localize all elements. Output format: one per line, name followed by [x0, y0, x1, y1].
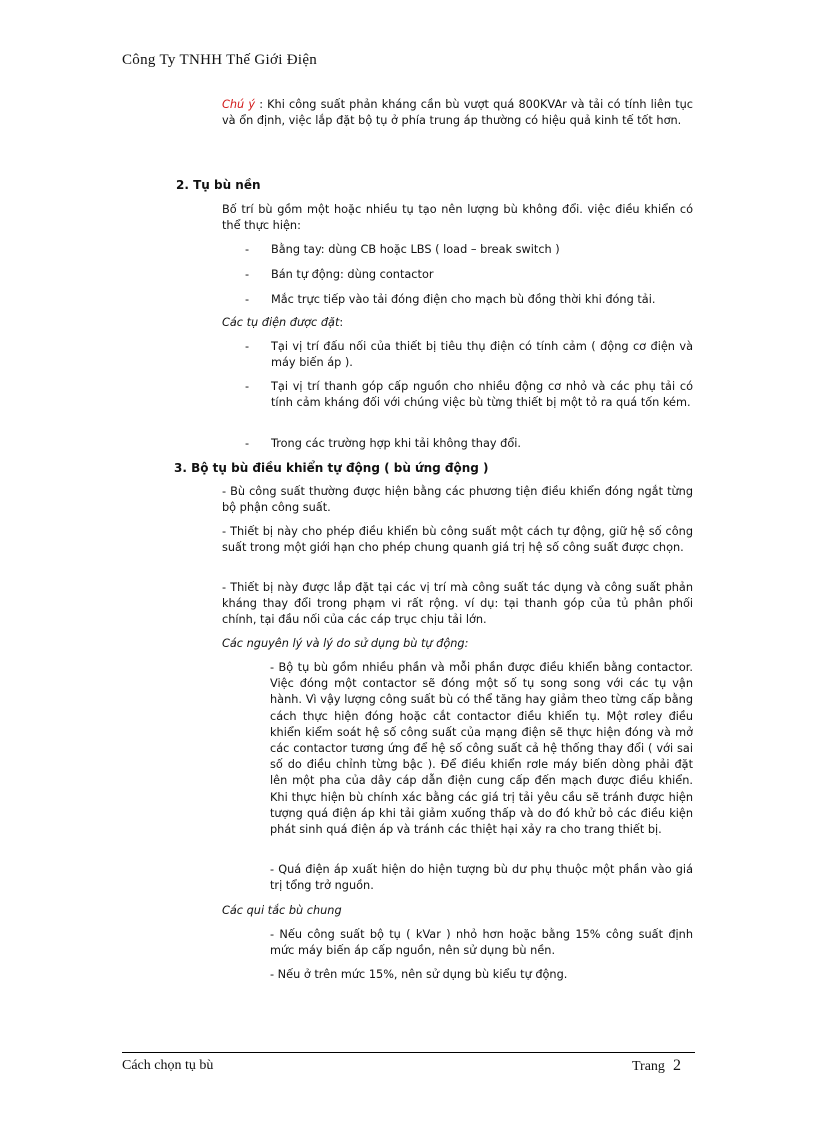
placement-colon: :	[339, 316, 344, 329]
principles-label: Các nguyên lý và lý do sử dụng bù tự động:	[222, 637, 469, 650]
rules-paragraph: - Nếu ở trên mức 15%, nên sử dụng bù kiểu tự động.	[270, 968, 568, 981]
list-item-text: Tại vị trí đấu nối của thiết bị tiêu thụ điện có tính cảm ( động cơ điện và máy biến áp ).	[271, 340, 693, 370]
list-dash: -	[245, 380, 250, 393]
list-item-text: Tại vị trí thanh góp cấp nguồn cho nhiều động cơ nhỏ và các phụ tải có tính cảm kháng đối với chúng việc bù từng thiết bị một tỏ ra quá tốn kém.	[271, 380, 693, 410]
placement-label: Các tụ điện được đặt	[222, 316, 340, 329]
placement-label-line	[222, 315, 343, 331]
principles-paragraph: - Quá điện áp xuất hiện do hiện tượng bù dư phụ thuộc một phần vào giá trị tổng trở nguồn.	[270, 863, 693, 893]
section-3-paragraph: - Bù công suất thường được hiện bằng các phương tiện điều khiển đóng ngắt từng bộ phận công suất.	[222, 485, 693, 515]
footer-page-number: 2	[672, 1057, 681, 1074]
list-dash: -	[245, 268, 250, 281]
page-header-company: Công Ty TNHH Thế Giới Điện	[122, 52, 318, 68]
footer-page	[632, 1057, 681, 1075]
list-dash: -	[245, 293, 250, 306]
note-label: Chú ý	[222, 98, 256, 111]
list-item-text: Mắc trực tiếp vào tải đóng điện cho mạch bù đồng thời khi đóng tải.	[271, 293, 656, 306]
footer-divider	[122, 1052, 695, 1053]
note-text: : Khi công suất phản kháng cần bù vượt quá 800KVAr và tải có tính liên tục và ổn định, việc lắp đặt bộ tụ ở phía trung áp thường có hiệu quả kinh tế tốt hơn.	[222, 98, 693, 128]
section-2-heading: 2. Tụ bù nền	[176, 178, 261, 192]
section-3-paragraph: - Thiết bị này cho phép điều khiển bù công suất một cách tự động, giữ hệ số công suất trong một giới hạn cho phép chung quanh giá trị hệ số công suất được chọn.	[222, 525, 693, 555]
principles-paragraph: - Bộ tụ bù gồm nhiều phần và mỗi phần được điều khiển bằng contactor. Việc đóng một contactor sẽ đóng một số tụ song song với các tụ vận hành. Vì vậy lượng công suất bù có thể tăng hay giảm theo từng cấp bằng cách thực hiện đóng hoặc cắt contactor điều khiển tụ. Một rơley điều khiển kiểm soát hệ số công suất của mạng điện sẽ thực hiện đóng và mở các contactor tương ứng để hệ số công suất cả hệ thống thay đổi ( với sai số do điều chỉnh từng bậc ). Để điều khiển rơle máy biến dòng phải đặt lên một pha của dây cáp dẫn điện cung cấp đến mạch được điều khiển. Khi thực hiện bù chính xác bằng các giá trị tải yêu cầu sẽ tránh được hiện tượng quá điện áp khi tải giảm xuống thấp và do đó khử bỏ các điều kiện phát sinh quá điện áp và tránh các thiệt hại xảy ra cho trang thiết bị.	[270, 661, 693, 837]
note-paragraph	[222, 97, 693, 129]
list-dash: -	[245, 340, 250, 353]
list-item-text: Bán tự động: dùng contactor	[271, 268, 434, 281]
rules-paragraph: - Nếu công suất bộ tụ ( kVar ) nhỏ hơn hoặc bằng 15% công suất định mức máy biến áp cấp nguồn, nên sử dụng bù nền.	[270, 928, 693, 958]
rules-label: Các qui tắc bù chung	[222, 904, 342, 917]
footer-page-label: Trang	[632, 1059, 665, 1074]
list-item-text: Trong các trường hợp khi tải không thay đổi.	[271, 437, 521, 450]
list-item-text: Bằng tay: dùng CB hoặc LBS ( load – break switch )	[271, 243, 560, 256]
list-dash: -	[245, 243, 250, 256]
section-3-heading: 3. Bộ tụ bù điều khiển tự động ( bù ứng động )	[174, 461, 489, 475]
section-3-paragraph: - Thiết bị này được lắp đặt tại các vị trí mà công suất tác dụng và công suất phản kháng thay đổi trong phạm vi rất rộng. ví dụ: tại thanh góp của tủ phân phối chính, tại đầu nối của các cáp trục chịu tải lớn.	[222, 581, 693, 627]
section-2-intro: Bố trí bù gồm một hoặc nhiều tụ tạo nên lượng bù không đổi. việc điều khiển có thể thực hiện:	[222, 203, 693, 233]
footer-title: Cách chọn tụ bù	[122, 1058, 214, 1073]
list-dash: -	[245, 437, 250, 450]
